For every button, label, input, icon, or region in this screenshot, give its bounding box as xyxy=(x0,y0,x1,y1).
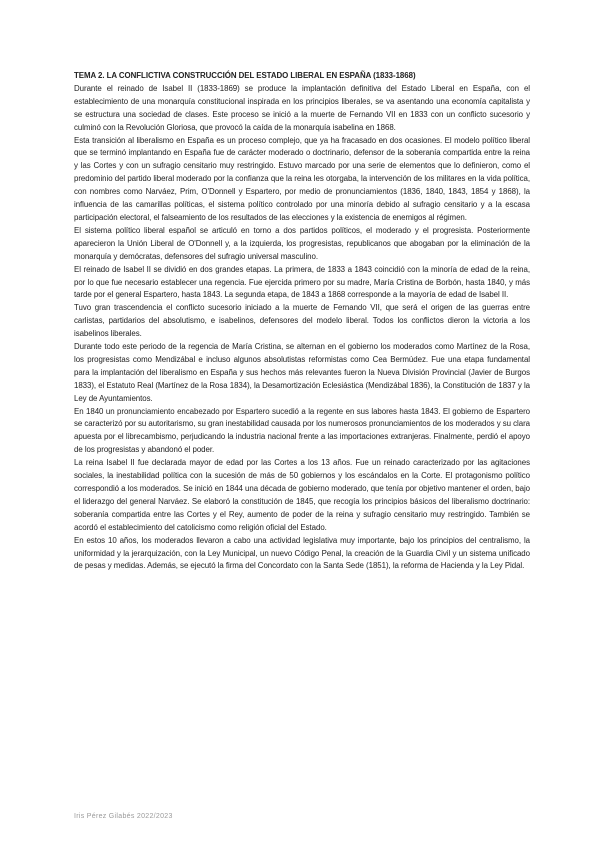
paragraph-2: Esta transición al liberalismo en España es un proceso complejo, que ya ha fracasado en dos ocasiones. El modelo político liberal que se terminó implantando en España fue de carácter moderado o doctrinario, defensor de la soberanía compartida entre la reina y las Cortes y con un sufragio censitario muy restringido. Estuvo marcado por una serie de elementos que lo definieron, como el predominio del partido liberal moderado por la confianza que la reina les otorgaba, la intervención de los militares en la vida política, con nombres como Narváez, Prim, O'Donnell y Espartero, por medio de pronunciamientos (1836, 1840, 1843, 1854 y 1868), la influencia de las camarillas políticas, el sistema político controlado por una minoría debido al sufragio censitario y a la escasa participación electoral, el falseamiento de los resultados de las elecciones y la existencia de enemigos al régimen. xyxy=(74,135,530,222)
paragraph-9: En estos 10 años, los moderados llevaron a cabo una actividad legislativa muy importante, bajo los principios del centralismo, la uniformidad y la jerarquización, con la Ley Municipal, un nuevo Código Penal, la creación de la Guardia Civil y un sistema unificado de pesas y medidas. Además, se ejecutó la firma del Concordato con la Santa Sede (1851), la reforma de Hacienda y la Ley Pidal. xyxy=(74,535,530,571)
page-footer-author: Iris Pérez Gilabés 2022/2023 xyxy=(74,813,173,820)
paragraph-6: Durante todo este periodo de la regencia de María Cristina, se alternan en el gobierno los moderados como Martínez de la Rosa, los progresistas como Mendizábal e incluso algunos absolutistas reformistas como Cea Bermúdez. Fue una etapa fundamental para la implantación del liberalismo en España y sus hechos más relevantes fueron la Nueva División Provincial (Javier de Burgos 1833), el Estatuto Real (Martínez de la Rosa 1834), la Desamortización Eclesiástica (Mendizábal 1836), la Constitución de 1837 y la Ley de Ayuntamientos. xyxy=(74,342,530,403)
paragraph-5: Tuvo gran trascendencia el conflicto sucesorio iniciado a la muerte de Fernando VII, que será el origen de las guerras entre carlistas, partidarios del absolutismo, e isabelinos, defensores del modelo liberal. Todos los conflictos dieron la victoria a los isabelinos liberales. xyxy=(74,303,530,339)
paragraph-8: La reina Isabel II fue declarada mayor de edad por las Cortes a los 13 años. Fue un reinado caracterizado por las agitaciones sociales, la inestabilidad política con la sucesión de más de 50 gobiernos y los escándalos en la Corte. El protagonismo político correspondió a los moderados. Se inició en 1844 una década de gobierno moderado, que tenía por objetivo mantener el orden, bajo el liderazgo del general Narváez. Se elaboró la constitución de 1845, que recogía los principios básicos del liberalismo doctrinario: soberanía compartida entre las Cortes y el Rey, aumento de poder de la reina y sufragio censitario muy restringido. También se acordó el establecimiento del catolicismo como religión oficial del Estado. xyxy=(74,458,530,532)
paragraph-4: El reinado de Isabel II se dividió en dos grandes etapas. La primera, de 1833 a 1843 coincidió con la minoría de edad de la reina, por lo que fue necesario establecer una regencia. Fue ejercida primero por su madre, María Cristina de Borbón, hasta 1840, y más tarde por el general Espartero, hasta 1843. La segunda etapa, de 1843 a 1868 corresponde a la mayoría de edad de Isabel II. xyxy=(74,264,530,300)
paragraph-1: Durante el reinado de Isabel II (1833-1869) se produce la implantación definitiva del Estado Liberal en España, con el establecimiento de una monarquía constitucional inspirada en los principios liberales, se va asentando una economía capitalista y se estructura una sociedad de clases. Este proceso se inició a la muerte de Fernando VII en 1833 con un conflicto sucesorio y culminó con la Revolución Gloriosa, que provocó la caída de la monarquía isabelina en 1868. xyxy=(74,83,530,132)
document-title: TEMA 2. LA CONFLICTIVA CONSTRUCCIÓN DEL ESTADO LIBERAL EN ESPAÑA (1833-1868) xyxy=(74,71,416,80)
document-body xyxy=(74,70,530,573)
paragraph-3: El sistema político liberal español se articuló en torno a dos partidos políticos, el moderado y el progresista. Posteriormente aparecieron la Unión Liberal de O'Donnell y, a la izquierda, los progresistas, republicanos que abogaban por la eliminación de la monarquía y demócratas, defensores del sufragio universal masculino. xyxy=(74,225,530,261)
paragraph-7: En 1840 un pronunciamiento encabezado por Espartero sucedió a la regente en sus labores hasta 1843. El gobierno de Espartero se caracterizó por su autoritarismo, su gran inestabilidad causada por los numerosos pronunciamientos de los moderados y su clara apuesta por el librecambismo, perjudicando la industria nacional frente a las importaciones extranjeras. Finalmente, perdió el apoyo de los progresistas y abandonó el poder. xyxy=(74,406,530,455)
